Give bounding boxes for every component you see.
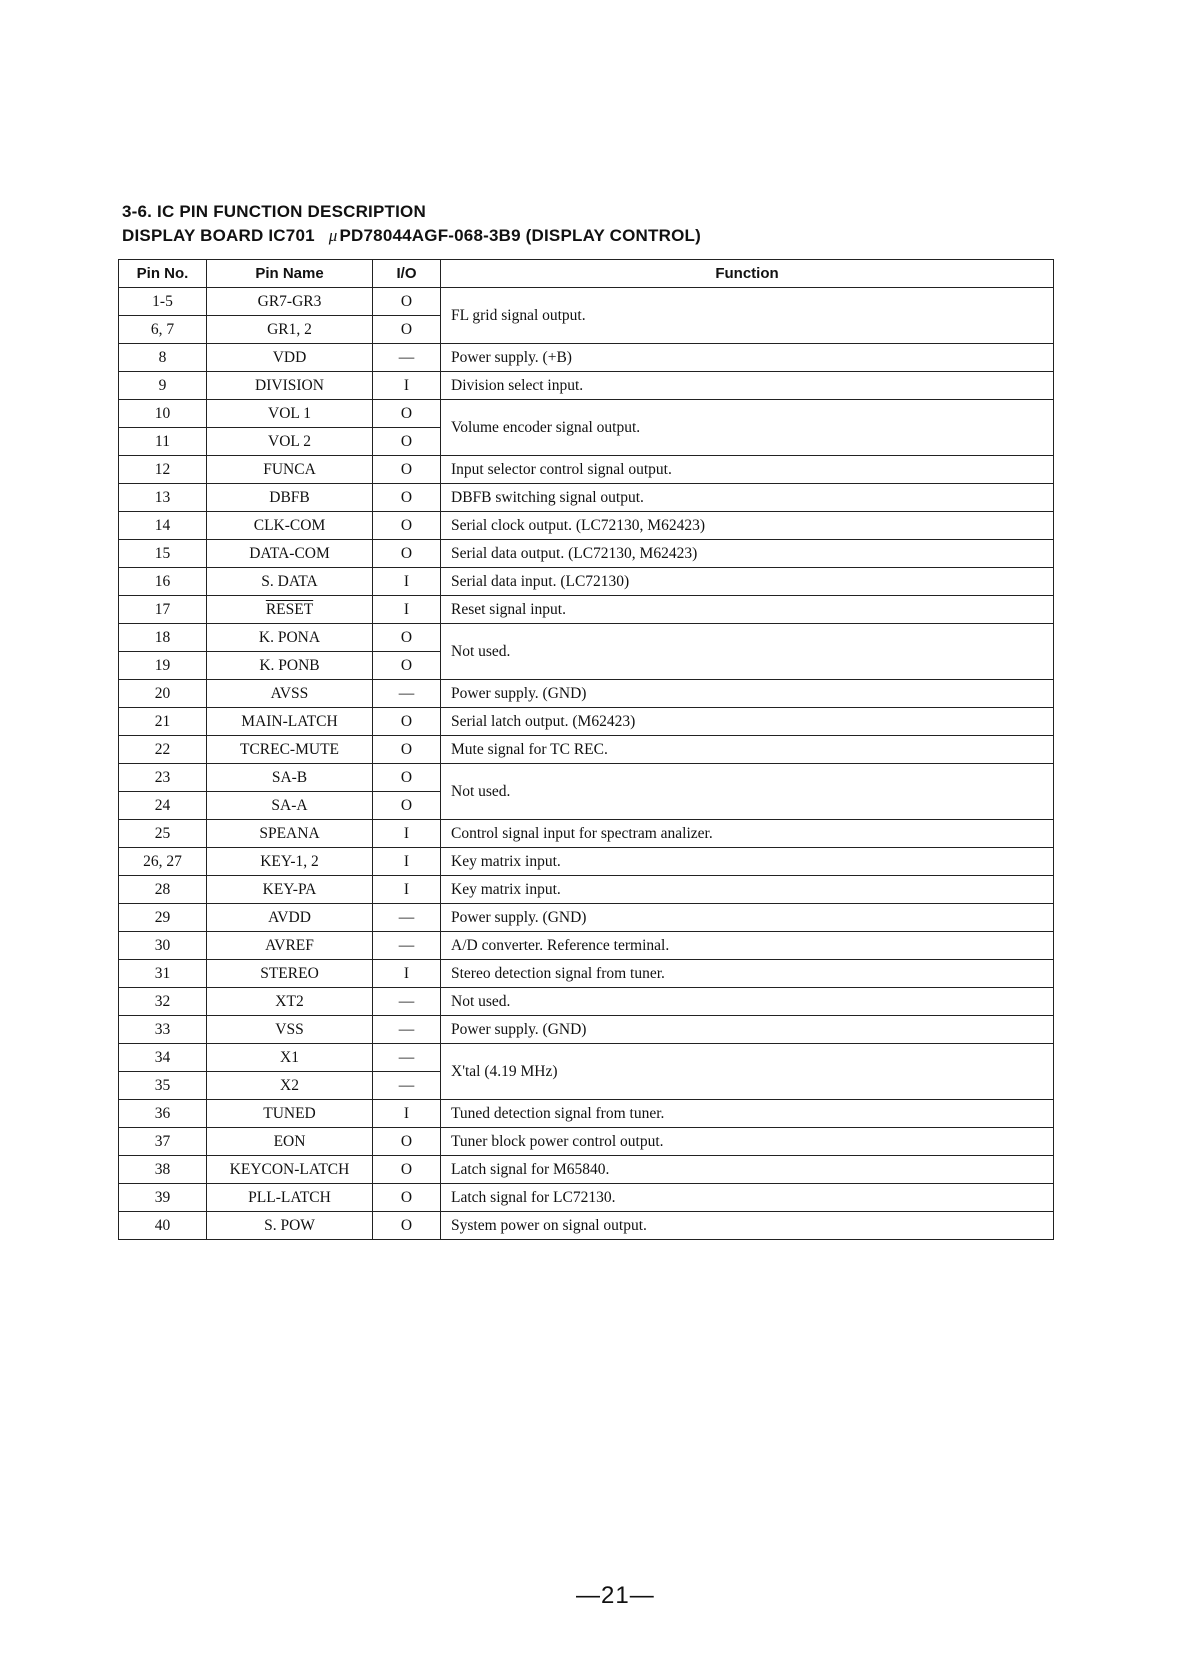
pin-no: 24 [119,792,207,820]
pin-name: AVSS [207,680,373,708]
pin-io: — [373,680,441,708]
pin-no: 40 [119,1212,207,1240]
pin-function: A/D converter. Reference terminal. [441,932,1054,960]
pin-no: 12 [119,456,207,484]
pin-name: GR1, 2 [207,316,373,344]
pin-name: DIVISION [207,372,373,400]
pin-name: DBFB [207,484,373,512]
board-label: DISPLAY BOARD IC701 [122,226,315,245]
pin-function: Not used. [441,988,1054,1016]
pin-name: AVDD [207,904,373,932]
pin-io: I [373,848,441,876]
pin-function: Power supply. (GND) [441,904,1054,932]
pin-no: 36 [119,1100,207,1128]
pin-io: O [373,400,441,428]
pin-name: X1 [207,1044,373,1072]
pin-no: 1-5 [119,288,207,316]
pin-function: System power on signal output. [441,1212,1054,1240]
pin-io: I [373,596,441,624]
pin-io: O [373,708,441,736]
mu-symbol: μ [328,226,338,245]
table-row [119,484,1054,512]
pin-io: — [373,932,441,960]
table-row [119,708,1054,736]
pin-function: Division select input. [441,372,1054,400]
pin-name: PLL-LATCH [207,1184,373,1212]
pin-no: 18 [119,624,207,652]
pin-io: I [373,876,441,904]
pin-io: O [373,484,441,512]
table-row [119,904,1054,932]
pin-io: — [373,344,441,372]
pin-io: O [373,456,441,484]
pin-io: O [373,1184,441,1212]
pin-name: VSS [207,1016,373,1044]
pin-io: — [373,1044,441,1072]
pin-name: TCREC-MUTE [207,736,373,764]
pin-name: TUNED [207,1100,373,1128]
table-row [119,372,1054,400]
pin-name: CLK-COM [207,512,373,540]
table-row [119,344,1054,372]
table-row [119,596,1054,624]
pin-function: FL grid signal output. [441,288,1054,344]
pin-function: Latch signal for LC72130. [441,1184,1054,1212]
table-row [119,736,1054,764]
page-number: —21— [576,1582,655,1609]
pin-no: 14 [119,512,207,540]
pin-no: 20 [119,680,207,708]
table-row [119,512,1054,540]
board-title [122,224,701,248]
pin-no: 26, 27 [119,848,207,876]
pin-no: 17 [119,596,207,624]
pin-name: SA-A [207,792,373,820]
pin-io: — [373,1072,441,1100]
pin-no: 29 [119,904,207,932]
pin-function: Serial data input. (LC72130) [441,568,1054,596]
pin-function: Latch signal for M65840. [441,1156,1054,1184]
pin-name: EON [207,1128,373,1156]
pin-no: 16 [119,568,207,596]
table-row [119,680,1054,708]
table-row [119,988,1054,1016]
pin-no: 28 [119,876,207,904]
table-row [119,960,1054,988]
pin-name: KEYCON-LATCH [207,1156,373,1184]
pin-io: O [373,764,441,792]
pin-no: 11 [119,428,207,456]
pin-no: 35 [119,1072,207,1100]
pin-io: — [373,904,441,932]
table-row [119,820,1054,848]
table-row [119,568,1054,596]
pin-no: 19 [119,652,207,680]
pin-function: Reset signal input. [441,596,1054,624]
pin-function: Power supply. (+B) [441,344,1054,372]
section-heading [122,200,701,248]
pin-no: 34 [119,1044,207,1072]
pin-no: 32 [119,988,207,1016]
pin-function: Tuned detection signal from tuner. [441,1100,1054,1128]
pin-function: Volume encoder signal output. [441,400,1054,456]
pin-name: STEREO [207,960,373,988]
pin-no: 10 [119,400,207,428]
pin-no: 15 [119,540,207,568]
pin-name: VOL 2 [207,428,373,456]
table-row [119,764,1054,792]
pin-io: O [373,792,441,820]
table-row [119,1100,1054,1128]
pin-no: 6, 7 [119,316,207,344]
pin-io: O [373,316,441,344]
table-row [119,456,1054,484]
header-function: Function [441,260,1054,288]
table-row [119,876,1054,904]
pin-io: I [373,372,441,400]
pin-name: DATA-COM [207,540,373,568]
table-row [119,1156,1054,1184]
pin-name: XT2 [207,988,373,1016]
pin-function: Tuner block power control output. [441,1128,1054,1156]
pin-name: GR7-GR3 [207,288,373,316]
header-io: I/O [373,260,441,288]
table-row [119,400,1054,428]
table-row [119,1044,1054,1072]
pin-no: 31 [119,960,207,988]
pin-function: Power supply. (GND) [441,680,1054,708]
header-pin-no: Pin No. [119,260,207,288]
table-row [119,1128,1054,1156]
pin-io: I [373,568,441,596]
pin-function: Not used. [441,764,1054,820]
pin-io: I [373,820,441,848]
pin-name: RESET [207,596,373,624]
pin-function: Key matrix input. [441,876,1054,904]
pin-no: 30 [119,932,207,960]
pin-function: Stereo detection signal from tuner. [441,960,1054,988]
pin-no: 25 [119,820,207,848]
table-row [119,1212,1054,1240]
pin-function: Mute signal for TC REC. [441,736,1054,764]
table-row [119,932,1054,960]
pin-no: 13 [119,484,207,512]
pin-no: 37 [119,1128,207,1156]
pin-function: Input selector control signal output. [441,456,1054,484]
pin-name: SA-B [207,764,373,792]
pin-name: FUNCA [207,456,373,484]
table-row [119,1016,1054,1044]
pin-io: O [373,428,441,456]
pin-name: KEY-PA [207,876,373,904]
pin-no: 8 [119,344,207,372]
pin-no: 21 [119,708,207,736]
pin-name: KEY-1, 2 [207,848,373,876]
table-row [119,540,1054,568]
table-row [119,288,1054,316]
pin-name: AVREF [207,932,373,960]
pin-name: S. POW [207,1212,373,1240]
pin-io: O [373,652,441,680]
table-row [119,624,1054,652]
pin-io: O [373,512,441,540]
pin-io: I [373,1100,441,1128]
pin-no: 23 [119,764,207,792]
ic-part-number: PD78044AGF-068-3B9 (DISPLAY CONTROL) [339,226,701,245]
table-row [119,848,1054,876]
table-row [119,1184,1054,1212]
pin-function: DBFB switching signal output. [441,484,1054,512]
pin-io: O [373,1212,441,1240]
pin-io: O [373,1156,441,1184]
pin-function: Power supply. (GND) [441,1016,1054,1044]
pin-function: Serial latch output. (M62423) [441,708,1054,736]
pin-no: 33 [119,1016,207,1044]
pin-function: Serial clock output. (LC72130, M62423) [441,512,1054,540]
header-pin-name: Pin Name [207,260,373,288]
pin-function-table [118,259,1054,1240]
pin-no: 22 [119,736,207,764]
section-title: 3-6. IC PIN FUNCTION DESCRIPTION [122,202,426,221]
pin-no: 39 [119,1184,207,1212]
pin-io: O [373,736,441,764]
pin-function: Serial data output. (LC72130, M62423) [441,540,1054,568]
table-header-row [119,260,1054,288]
pin-io: — [373,1016,441,1044]
pin-io: I [373,960,441,988]
pin-function: Key matrix input. [441,848,1054,876]
pin-name: K. PONB [207,652,373,680]
pin-io: O [373,624,441,652]
pin-name: VDD [207,344,373,372]
pin-name: MAIN-LATCH [207,708,373,736]
pin-name: SPEANA [207,820,373,848]
pin-name: K. PONA [207,624,373,652]
pin-io: O [373,1128,441,1156]
pin-io: — [373,988,441,1016]
pin-name: X2 [207,1072,373,1100]
pin-name: VOL 1 [207,400,373,428]
pin-io: O [373,288,441,316]
pin-no: 9 [119,372,207,400]
pin-io: O [373,540,441,568]
pin-function: X'tal (4.19 MHz) [441,1044,1054,1100]
pin-function: Not used. [441,624,1054,680]
pin-function: Control signal input for spectram analizer. [441,820,1054,848]
pin-name: S. DATA [207,568,373,596]
pin-no: 38 [119,1156,207,1184]
